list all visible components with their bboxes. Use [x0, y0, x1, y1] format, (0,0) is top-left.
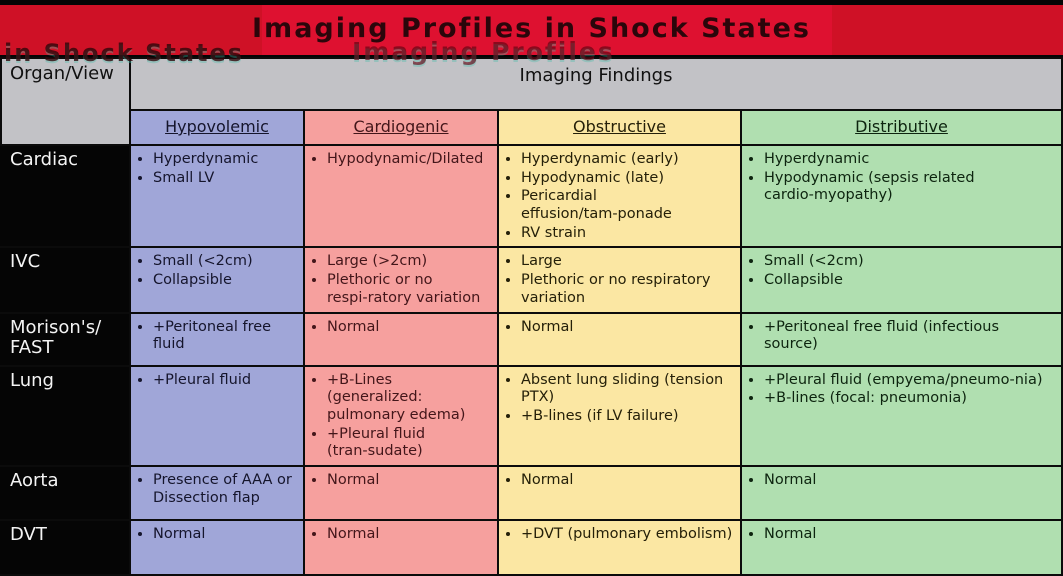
table-row	[1, 520, 1062, 575]
finding-item: • Normal	[764, 526, 1056, 544]
finding-list	[747, 151, 1056, 205]
finding-list	[747, 526, 1056, 544]
finding-list	[136, 151, 298, 187]
finding-list	[136, 526, 298, 544]
finding-item: • Hyperdynamic	[764, 151, 1056, 169]
finding-list	[310, 526, 492, 544]
column-header-label: Obstructive	[573, 117, 666, 136]
finding-item: • Normal	[327, 319, 492, 337]
column-header-distributive	[741, 110, 1062, 145]
finding-list	[136, 372, 298, 390]
finding-list	[747, 472, 1056, 490]
finding-item: • Normal	[327, 526, 492, 544]
finding-item: • Normal	[327, 472, 492, 490]
finding-cell	[130, 520, 304, 575]
finding-list	[747, 372, 1056, 408]
column-header-cardiogenic	[304, 110, 498, 145]
finding-cell	[498, 520, 741, 575]
finding-item: • Collapsible	[764, 272, 1056, 290]
table-row	[1, 247, 1062, 312]
finding-item: • +Peritoneal free fluid	[153, 319, 298, 354]
finding-list	[310, 253, 492, 307]
finding-item: • Large (>2cm)	[327, 253, 492, 271]
imaging-findings-header: Imaging Findings	[130, 58, 1062, 110]
organ-cell-aorta: Aorta	[1, 466, 130, 520]
finding-item: • +Pleural fluid	[153, 372, 298, 390]
finding-cell	[741, 466, 1062, 520]
finding-item: • Absent lung sliding (tension PTX)	[521, 372, 735, 407]
finding-list	[504, 151, 735, 242]
organ-cell-ivc: IVC	[1, 247, 130, 312]
finding-cell	[304, 466, 498, 520]
finding-list	[504, 253, 735, 307]
finding-item: • Collapsible	[153, 272, 298, 290]
table-body	[1, 145, 1062, 575]
finding-list	[504, 319, 735, 337]
finding-item: • Normal	[764, 472, 1056, 490]
finding-item: • +Pleural fluid (empyema/pneumo‑nia)	[764, 372, 1056, 390]
title-ghost-center: Imaging Profiles	[352, 37, 615, 66]
finding-list	[747, 319, 1056, 354]
finding-cell	[741, 366, 1062, 466]
finding-cell	[498, 366, 741, 466]
title-ghost-left: in Shock States	[4, 39, 245, 67]
organ-cell-lung: Lung	[1, 366, 130, 466]
finding-item: • Small LV	[153, 170, 298, 188]
finding-cell	[304, 145, 498, 247]
finding-cell	[498, 313, 741, 366]
finding-cell	[498, 466, 741, 520]
finding-cell	[304, 520, 498, 575]
column-header-row	[1, 110, 1062, 145]
finding-list	[310, 319, 492, 337]
finding-item: • Small (<2cm)	[764, 253, 1056, 271]
finding-list	[310, 151, 492, 169]
page-title: Imaging Profiles in Shock States	[252, 13, 811, 44]
column-header-label: Cardiogenic	[353, 117, 449, 136]
finding-item: • +Pleural fluid (tran‑sudate)	[327, 426, 492, 461]
finding-item: • +B-lines (focal: pneumonia)	[764, 390, 1056, 408]
finding-item: • Hyperdynamic	[153, 151, 298, 169]
finding-item: • +B-Lines (generalized: pulmonary edema)	[327, 372, 492, 425]
table-row	[1, 145, 1062, 247]
finding-cell	[304, 366, 498, 466]
finding-list	[136, 253, 298, 289]
title-banner	[0, 0, 1063, 67]
finding-cell	[498, 145, 741, 247]
finding-list	[504, 526, 735, 544]
finding-cell	[130, 145, 304, 247]
finding-item: • Normal	[153, 526, 298, 544]
finding-cell	[304, 247, 498, 312]
finding-cell	[741, 520, 1062, 575]
finding-item: • Presence of AAA or Dissection flap	[153, 472, 298, 507]
finding-cell	[130, 466, 304, 520]
finding-cell	[130, 313, 304, 366]
finding-item: • Normal	[521, 319, 735, 337]
table-row	[1, 366, 1062, 466]
column-header-label: Distributive	[855, 117, 948, 136]
finding-item: • Hypodynamic/Dilated	[327, 151, 492, 169]
finding-item: • Hypodynamic (late)	[521, 170, 735, 188]
finding-cell	[498, 247, 741, 312]
finding-cell	[130, 366, 304, 466]
finding-item: • Small (<2cm)	[153, 253, 298, 271]
finding-list	[504, 372, 735, 426]
finding-item: • +DVT (pulmonary embolism)	[521, 526, 735, 544]
finding-item: • Large	[521, 253, 735, 271]
finding-list	[747, 253, 1056, 289]
finding-item: • Hypodynamic (sepsis related cardio‑myopathy)	[764, 170, 1056, 205]
imaging-table	[0, 57, 1063, 576]
column-header-label: Hypovolemic	[165, 117, 269, 136]
finding-item: • +B-lines (if LV failure)	[521, 408, 735, 426]
organ-cell-cardiac: Cardiac	[1, 145, 130, 247]
organ-cell-dvt: DVT	[1, 520, 130, 575]
finding-list	[504, 472, 735, 490]
finding-item: • RV strain	[521, 225, 735, 243]
organ-cell-morison-s-fast: Morison's/ FAST	[1, 313, 130, 366]
finding-item: • Plethoric or no respi‑ratory variation	[327, 272, 492, 307]
finding-cell	[741, 313, 1062, 366]
finding-item: • Pericardial effusion/tam‑ponade	[521, 188, 735, 223]
column-header-obstructive	[498, 110, 741, 145]
finding-item: • +Peritoneal free fluid (infectious source)	[764, 319, 1056, 354]
finding-item: • Plethoric or no respiratory variation	[521, 272, 735, 307]
finding-list	[310, 472, 492, 490]
finding-cell	[741, 247, 1062, 312]
organ-view-header: Organ/View	[1, 58, 130, 145]
table-row	[1, 466, 1062, 520]
table-row	[1, 313, 1062, 366]
finding-cell	[741, 145, 1062, 247]
finding-cell	[304, 313, 498, 366]
finding-list	[310, 372, 492, 461]
finding-list	[136, 472, 298, 507]
finding-cell	[130, 247, 304, 312]
column-header-hypovolemic	[130, 110, 304, 145]
finding-list	[136, 319, 298, 354]
finding-item: • Hyperdynamic (early)	[521, 151, 735, 169]
finding-item: • Normal	[521, 472, 735, 490]
